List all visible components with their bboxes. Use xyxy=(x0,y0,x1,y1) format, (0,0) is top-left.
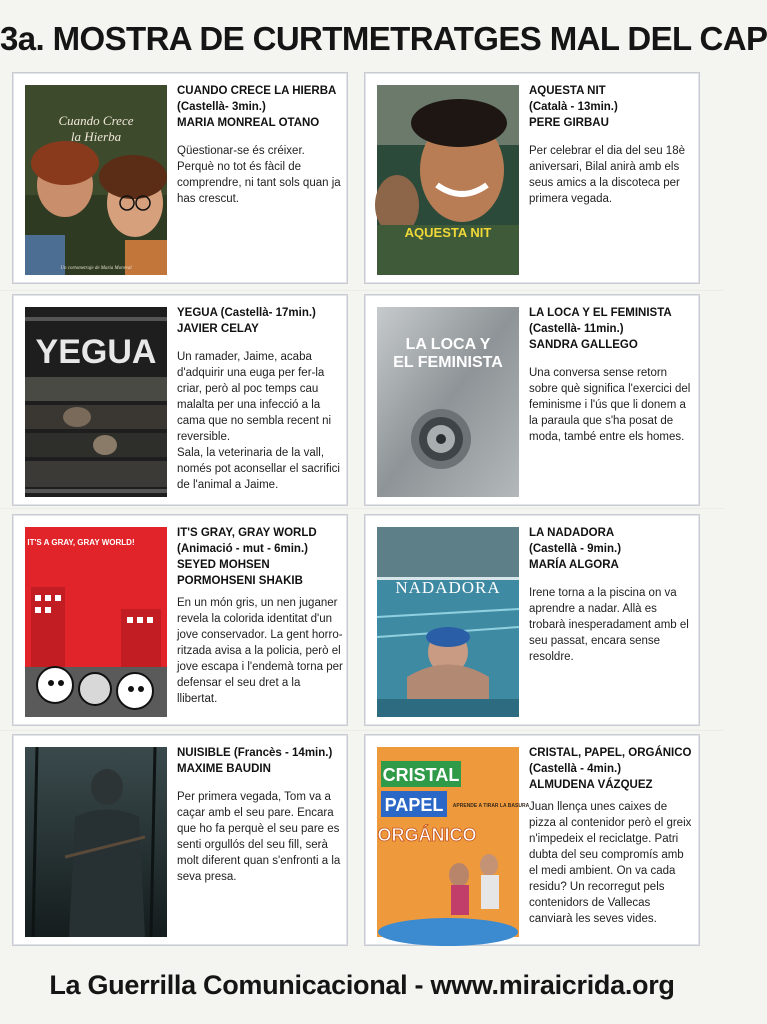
film-title: LA NADADORA (Castellà - 9min.) MARÍA ALGORA xyxy=(529,527,622,571)
film-card-aquesta-nit xyxy=(364,72,700,284)
film-card-la-loca xyxy=(364,294,700,506)
poster-title: NADADORA xyxy=(395,578,501,597)
film-card-la-nadadora xyxy=(364,514,700,726)
film-synopsis: Juan llença unes caixes de pizza al contenidor però el greix n'impedeix el reciclatge. Patri dubta del seu compromís amb el medi ambient. On va cada residu? Un recorregut pels contenidors de Vallecas canviarà les seves vides. xyxy=(529,801,692,925)
poster-image xyxy=(377,527,519,717)
poster-title-line2: la Hierba xyxy=(70,129,122,144)
film-card-nuisible xyxy=(12,734,348,946)
film-card-cristal-papel xyxy=(364,734,700,946)
film-title: LA LOCA Y EL FEMINISTA (Castellà- 11min.) SANDRA GALLEGO xyxy=(529,307,672,351)
film-synopsis: Qüestionar-se és créixer. Perquè no tot és fàcil de comprendre, ni tant sols quan ja has crescut. xyxy=(177,145,341,205)
footer-credit: La Guerrilla Comunicacional - www.miraicrida.org xyxy=(49,970,675,1000)
poster-title: AQUESTA NIT xyxy=(404,225,492,240)
poster-credit: Un cortometraje de Maria Monreal xyxy=(60,266,132,271)
film-card-yegua xyxy=(12,294,348,506)
film-title: IT'S GRAY, GRAY WORLD (Animació - mut - 6min.) SEYED MOHSEN POR​MOHSENI SHAKIB xyxy=(177,527,317,587)
poster-title: IT'S A GRAY, GRAY WORLD! xyxy=(27,538,135,547)
poster-image xyxy=(25,747,167,937)
poster-word-organico: ORGÁNICO xyxy=(377,825,477,845)
poster-word-papel: PAPEL xyxy=(384,795,444,815)
poster-image xyxy=(25,527,167,717)
poster-image xyxy=(25,307,167,497)
poster-title-line1: LA LOCA Y xyxy=(405,336,491,353)
film-title: NUISIBLE (Francès - 14min.) MAXIME BAUDIN xyxy=(177,747,333,775)
page-title: 3a. MOSTRA DE CURTMETRATGES MAL DEL CAP xyxy=(0,20,767,57)
poster-image xyxy=(377,307,519,497)
film-title: YEGUA (Castellà- 17min.) JAVIER CELAY xyxy=(177,307,316,335)
poster-title-line1: Cuando Crece xyxy=(58,113,134,128)
poster-image xyxy=(377,85,519,275)
poster-title: YEGUA xyxy=(35,333,157,371)
film-title: CRISTAL, PAPEL, ORGÁNICO (Castellà - 4min.) ALMUDENA VÁZQUEZ xyxy=(529,747,692,791)
film-synopsis: Irene torna a la piscina on va aprendre a nadar. Allà es trobarà inesperadament amb el seu passat, encara sense resoldre. xyxy=(529,587,689,663)
poster-word-cristal: CRISTAL xyxy=(382,765,460,785)
film-synopsis: Una conversa sense retorn sobre què significa l'exercici del feminisme i l'ús que li donem a la paraula que s'ha posat de moda, també entre els homes. xyxy=(529,367,691,443)
film-synopsis: Per celebrar el dia del seu 18è aniversari, Bilal anirà amb els seus amics a la discoteca per primera vegada. xyxy=(529,145,685,205)
poster-image xyxy=(377,747,530,937)
film-title: CUANDO CRECE LA HIERBA (Castellà- 3min.) MARIA MONREAL OTANO xyxy=(177,85,337,129)
film-synopsis: Per primera vegada, Tom va a caçar amb el seu pare. Encara que ho fa perquè el seu pare es senti orgullós del seu fill, serà molt diferent quan s'enfronti a la seva presa. xyxy=(177,791,341,883)
poster-tagline: APRENDE A TIRAR LA BASURA xyxy=(452,803,530,809)
film-card-cuando-crece xyxy=(12,72,348,284)
film-card-gray-world xyxy=(12,514,348,726)
film-synopsis: En un món gris, un nen juganer revela la colorida identitat d'un jove conservador. La gent horro-ritzada avisa a la policia, però el jove escapa i l'endemà torna per defensar el seu dret a la llibertat. xyxy=(177,597,343,705)
film-title: AQUESTA NIT (Català - 13min.) PERE GIRBAU xyxy=(529,85,618,129)
film-synopsis: Un ramader, Jaime, acaba d'adquirir una euga per fer-la criar, però al poc temps cau malalta per una infecció a la cama que no sembla recent ni reversible. Sala, la veterinaria de la vall, només pot aconsellar el sacrifici de l'animal a Jaime. xyxy=(177,351,340,491)
poster-image xyxy=(25,85,167,275)
poster-title-line2: EL FEMINISTA xyxy=(393,354,503,371)
